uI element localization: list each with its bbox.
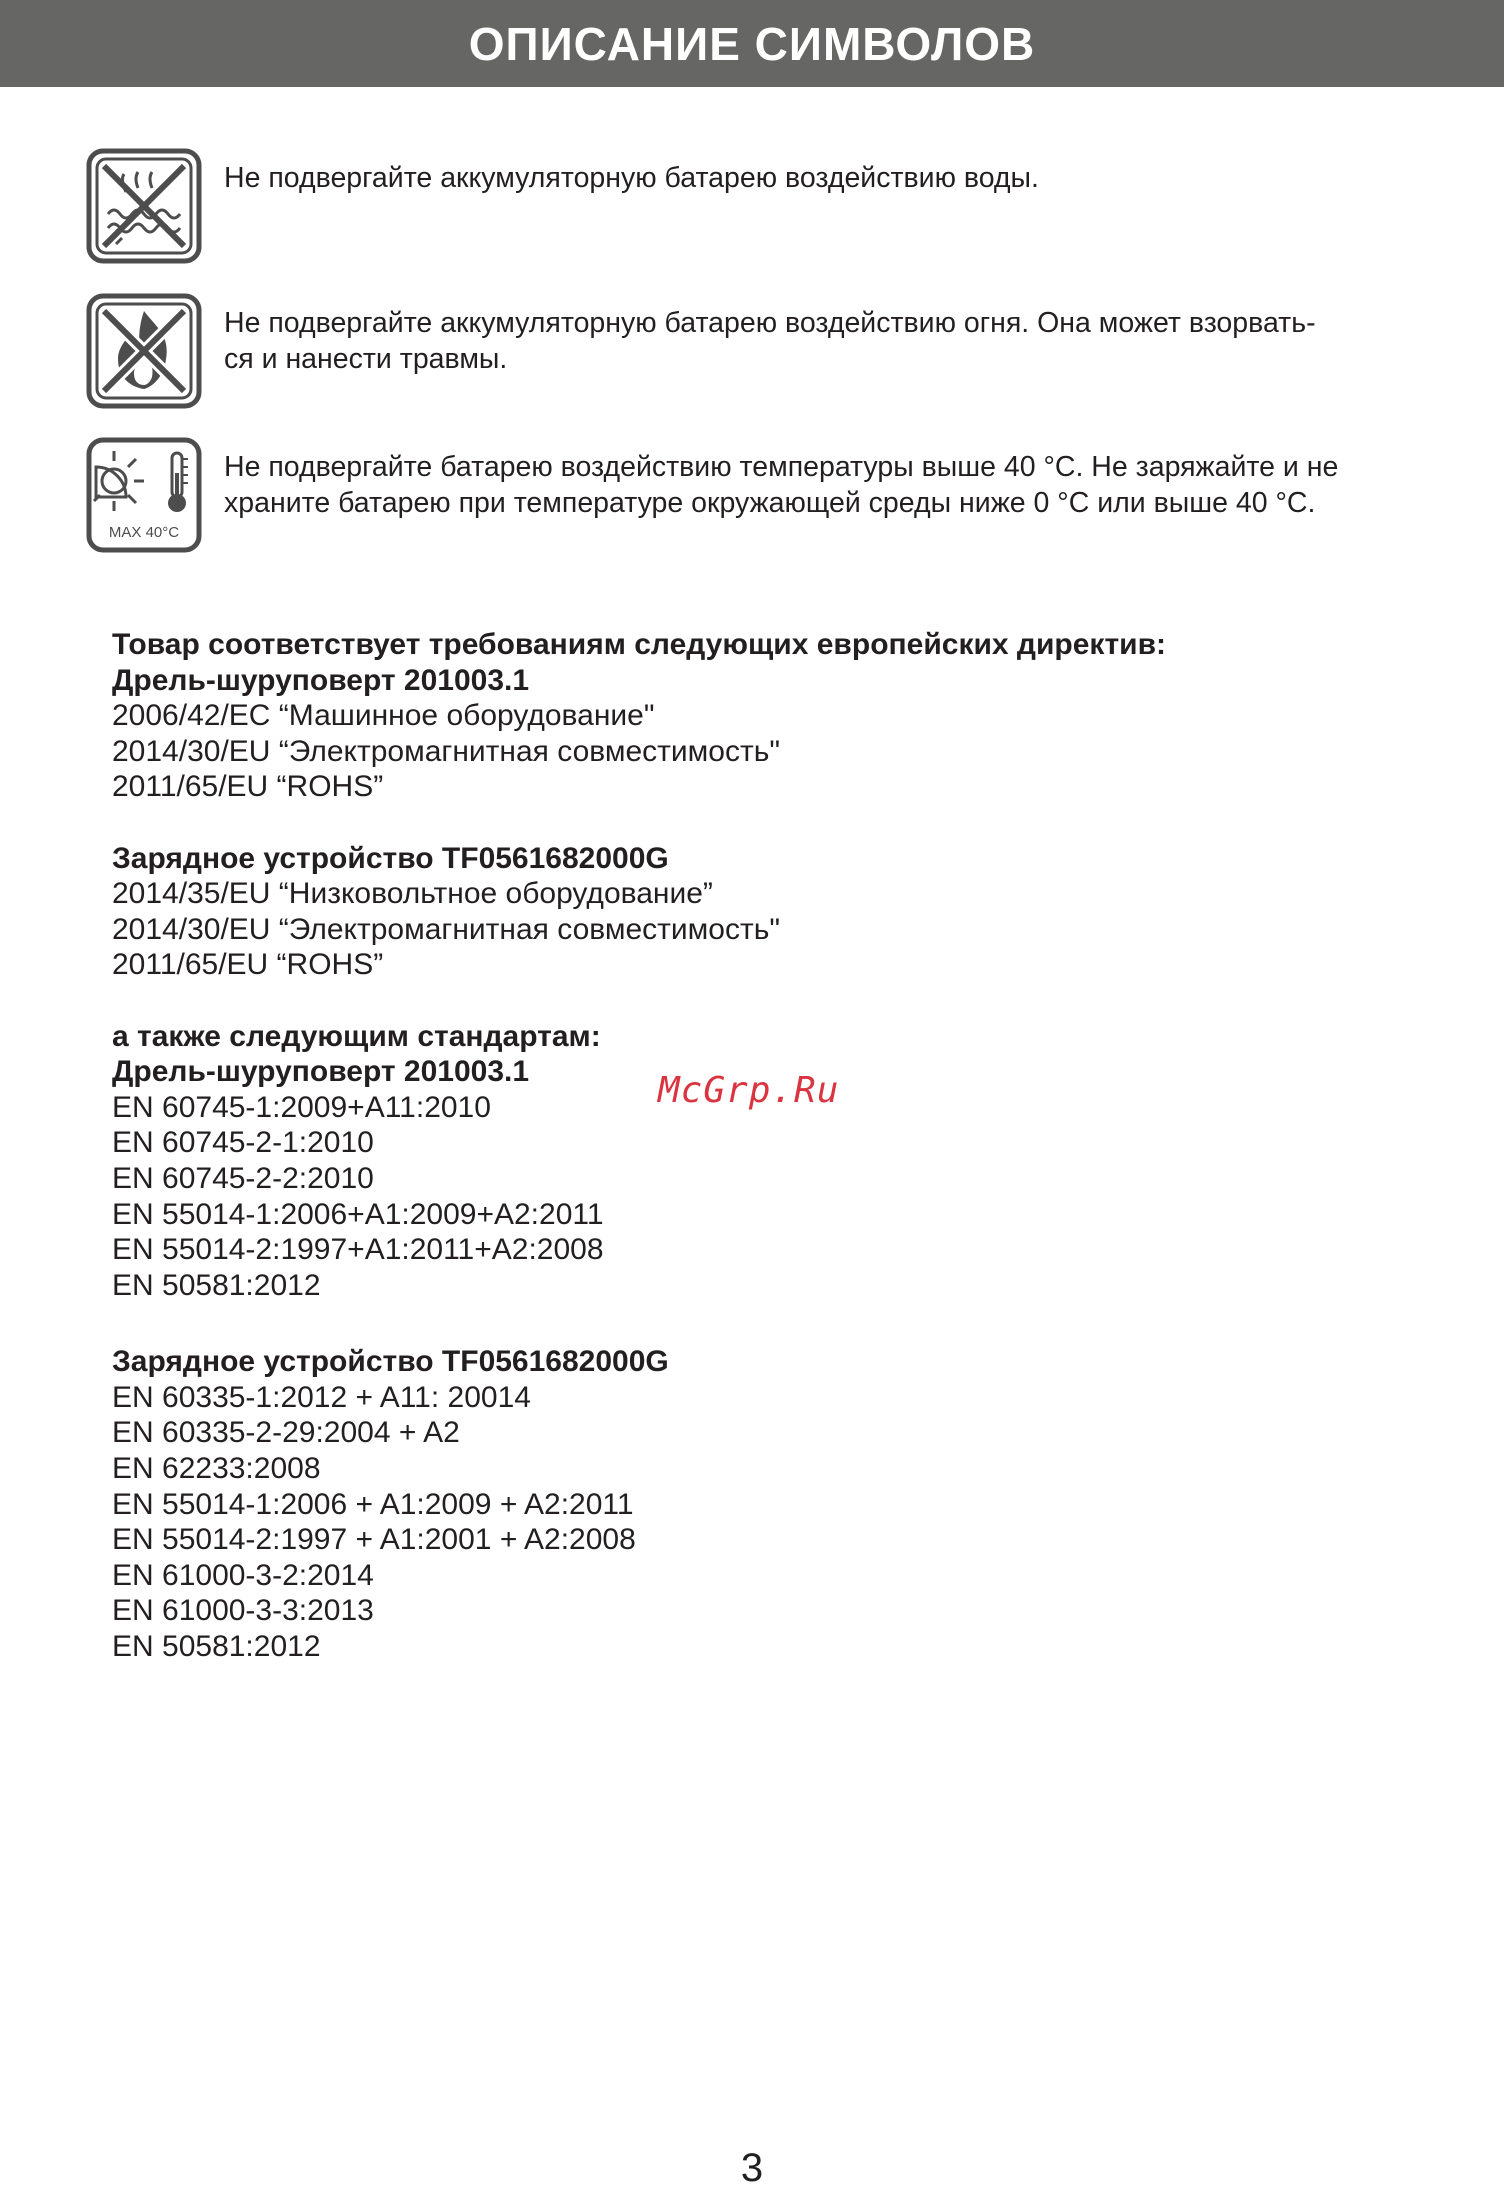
- symbol-text-line: храните батарею при температуре окружающей среды ниже 0 °С или выше 40 °С.: [224, 487, 1316, 519]
- directive-item: 2006/42/EC “Машинное оборудование": [112, 699, 655, 733]
- directives-heading: Товар соответствует требованиям следующих европейских директив:: [112, 628, 1167, 661]
- directives-drill-group: [112, 627, 1312, 805]
- page-header: [0, 0, 1504, 87]
- no-fire-icon: [86, 293, 202, 409]
- standard-item: EN 50581:2012: [112, 1630, 321, 1664]
- standard-item: EN 55014-1:2006+A1:2009+A2:2011: [112, 1197, 604, 1231]
- directives-charger-group: [112, 841, 1312, 983]
- directive-item: 2014/30/EU “Электромагнитная совместимость": [112, 912, 781, 946]
- standard-item: EN 55014-2:1997+A1:2011+A2:2008: [112, 1233, 604, 1267]
- standard-item: EN 62233:2008: [112, 1452, 321, 1486]
- no-water-icon: [86, 148, 202, 264]
- symbol-text-line: ся и нанести травмы.: [224, 343, 508, 375]
- directives-charger-title: Зарядное устройство TF0561682000G: [112, 841, 669, 875]
- page-number: 3: [740, 2146, 764, 2190]
- standard-item: EN 60335-1:2012 + A11: 20014: [112, 1380, 531, 1414]
- standard-item: EN 55014-2:1997 + A1:2001 + A2:2008: [112, 1523, 636, 1557]
- compliance-section: [112, 627, 1312, 1700]
- standards-charger-group: [112, 1344, 1312, 1664]
- max-temperature-icon: [86, 437, 202, 553]
- symbol-text-line: Не подвергайте батарею воздействию температуры выше 40 °С. Не заряжайте и не: [224, 451, 1339, 483]
- standard-item: EN 61000-3-2:2014: [112, 1558, 374, 1592]
- standard-item: EN 50581:2012: [112, 1268, 321, 1302]
- directives-drill-title: Дрель-шуруповерт 201003.1: [112, 663, 530, 697]
- standards-charger-title: Зарядное устройство TF0561682000G: [112, 1345, 669, 1379]
- max-temperature-label: MAX 40°C: [108, 524, 180, 541]
- directive-item: 2011/65/EU “ROHS”: [112, 770, 384, 804]
- standards-drill-group: [112, 1019, 1312, 1304]
- standard-item: EN 60745-2-2:2010: [112, 1161, 374, 1195]
- standards-heading: а также следующим стандартам:: [112, 1019, 601, 1053]
- symbol-text-line: Не подвергайте аккумуляторную батарею воздействию огня. Она может взорвать-: [224, 307, 1316, 339]
- standard-item: EN 55014-1:2006 + A1:2009 + A2:2011: [112, 1487, 634, 1521]
- symbol-description: [224, 449, 1504, 521]
- page-title: ОПИСАНИЕ СИМВОЛОВ: [468, 17, 1036, 70]
- standard-item: EN 60745-1:2009+A11:2010: [112, 1090, 491, 1124]
- symbol-text-line: Не подвергайте аккумуляторную батарею воздействию воды.: [224, 162, 1039, 194]
- directive-item: 2014/35/EU “Низковольтное оборудование”: [112, 877, 713, 911]
- symbol-description: [224, 160, 1504, 196]
- directive-item: 2011/65/EU “ROHS”: [112, 948, 384, 982]
- directive-item: 2014/30/EU “Электромагнитная совместимость": [112, 734, 781, 768]
- symbol-description: [224, 305, 1504, 377]
- watermark: McGrp.Ru: [658, 1070, 840, 1111]
- standard-item: EN 60745-2-1:2010: [112, 1126, 374, 1160]
- standard-item: EN 60335-2-29:2004 + A2: [112, 1416, 460, 1450]
- standard-item: EN 61000-3-3:2013: [112, 1594, 374, 1628]
- standards-drill-title: Дрель-шуруповерт 201003.1: [112, 1055, 530, 1089]
